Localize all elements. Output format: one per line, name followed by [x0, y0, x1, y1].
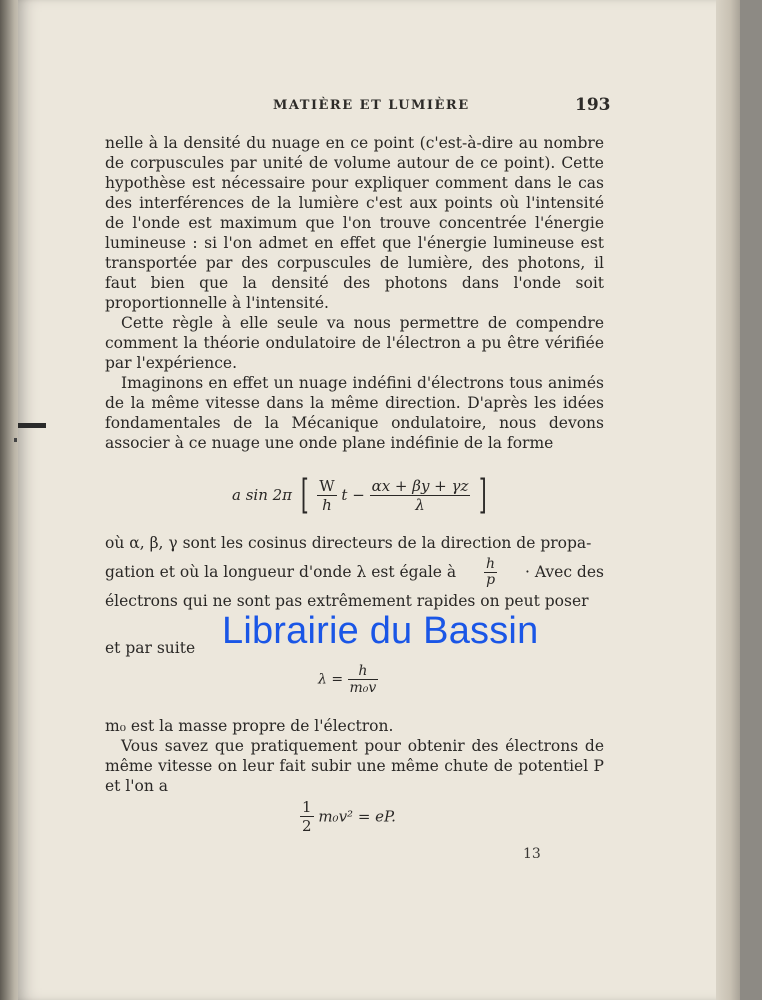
body-text-block-3 — [105, 716, 604, 796]
w-over-h — [317, 477, 336, 514]
electrons-line: électrons qui ne sont pas extrêmement rapides on peut poser — [105, 592, 589, 610]
paragraph-3: Imaginons en effet un nuage indéfini d'électrons tous animés de la même vitesse dans la même direction. D'après les idées fondamentales de la Mécanique ondulatoire, nous devons associer à ce nuage une onde plane indéfinie de la forme — [105, 374, 604, 452]
running-title: MATIÈRE ET LUMIÈRE — [273, 98, 470, 113]
m0-sentence: m₀ est la masse propre de l'électron. — [105, 717, 394, 735]
propagation-line: où α, β, γ sont les cosinus directeurs de la direction de propa- — [105, 534, 592, 552]
margin-dot — [14, 438, 17, 442]
phase-denominator: λ — [415, 495, 425, 514]
formula-wavelength — [318, 663, 378, 696]
margin-mark — [18, 423, 46, 428]
lambda-equals: λ = — [318, 671, 344, 688]
phase-numerator: αx + βy + γz — [371, 476, 469, 495]
paragraph-1: nelle à la densité du nuage en ce point (c'est-à-dire au nombre de corpuscules par unité de volume autour de ce point). Cette hypothèse est nécessaire pour expliquer comment dans le cas des interférences de la lumière c'est aux points où l'intensité de l'onde est maximum que l'on trouve concentrée l'énergie lumineuse : si l'on admet en effet que l'énergie lumineuse est transportée par des corpuscules de lumière, des photons, il faut bien que la densité des photons dans l'onde soit proportionnelle à l'intensité. — [105, 134, 604, 312]
energy-rest: m₀v² = eP. — [318, 807, 396, 826]
left-bracket: [ — [300, 472, 309, 518]
formula-wave — [232, 472, 491, 518]
formula-energy — [300, 798, 396, 835]
paragraph-2: Cette règle à elle seule va nous permettre de compendre comment la théorie ondulatoire de l'électron a pu être vérifiée par l'expérience. — [105, 314, 604, 372]
one-half-num: 1 — [302, 798, 312, 816]
h-over-p-num: h — [486, 555, 496, 572]
et-par-suite: et par suite — [105, 639, 196, 657]
h-over-p-den: p — [486, 571, 496, 588]
h-denominator: h — [322, 495, 332, 514]
right-bracket: ] — [479, 472, 487, 518]
potential-paragraph: Vous savez que pratiquement pour obtenir des électrons de même vitesse on leur fait subir une même chute de potentiel P et l'on a — [105, 737, 604, 795]
formula-prefix: a sin 2π — [232, 486, 293, 504]
body-text-block-2 — [105, 532, 604, 612]
w-numerator: W — [319, 476, 335, 495]
page-edge — [716, 0, 740, 1000]
h-over-mv-den: m₀v — [349, 680, 377, 696]
h-over-p — [484, 557, 497, 588]
phase-fraction — [370, 477, 471, 514]
t-minus: t − — [341, 486, 365, 504]
wavelength-line — [105, 554, 604, 590]
watermark-text: Librairie du Bassin — [222, 610, 539, 652]
one-half — [300, 798, 314, 835]
body-text-block-1 — [105, 133, 604, 453]
one-half-den: 2 — [302, 817, 312, 835]
h-over-mv-num: h — [348, 663, 379, 680]
h-over-mv — [348, 663, 379, 696]
page-number: 193 — [575, 95, 611, 115]
wavelength-end: · Avec des — [524, 563, 604, 581]
signature-number: 13 — [523, 846, 541, 862]
wavelength-text: gation et où la longueur d'onde λ est égale à — [105, 563, 457, 581]
